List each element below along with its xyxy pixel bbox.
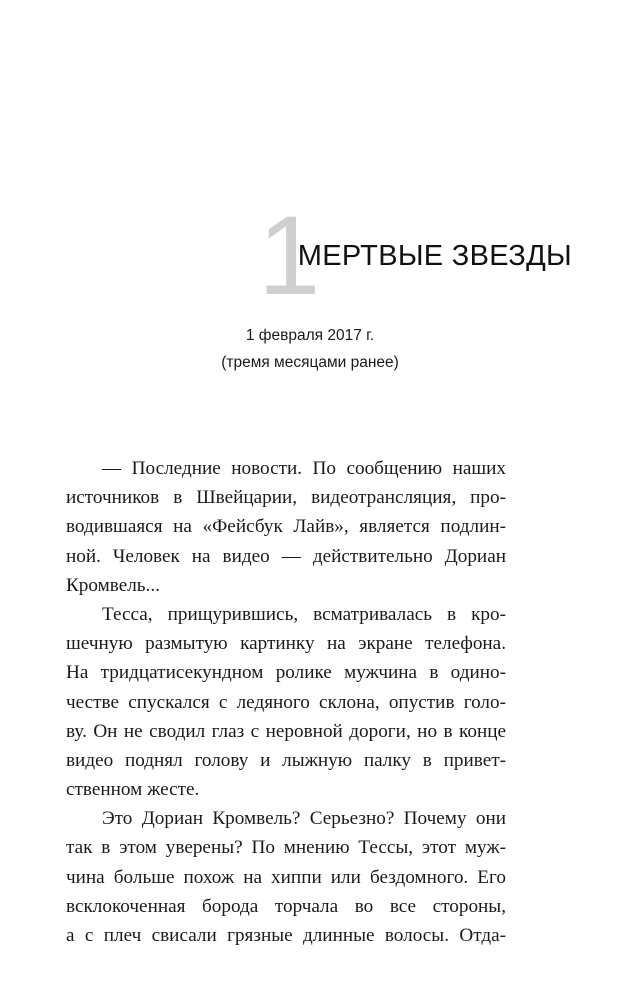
text-line: Кромвель... — [66, 574, 160, 596]
text-line: ной. Человек на видео — действительно Дориан — [66, 545, 506, 567]
dateline-note: (тремя месяцами ранее) — [221, 354, 399, 371]
text-line: источников в Швейцарии, видеотрансляция, про- — [66, 487, 506, 509]
text-line: водившаяся на «Фейсбук Лайв», является подлин- — [66, 516, 506, 538]
text-line: видео поднял голову и лыжную палку в привет- — [66, 749, 506, 771]
text-line: всклокоченная борода торчала во все стороны, — [66, 895, 506, 917]
chapter-title-text: МЕРТВЫЕ ЗВЕЗДЫ — [297, 240, 572, 272]
text-line: чина больше похож на хиппи или бездомного. Его — [66, 866, 506, 888]
text-line: Это Дориан Кромвель? Серьезно? Почему они — [102, 808, 506, 830]
text-line: шечную размытую картинку на экране телефона. — [66, 633, 506, 655]
text-line: На тридцатисекундном ролике мужчина в одино- — [66, 662, 506, 684]
text-line: а с плеч свисали грязные длинные волосы. Отда- — [66, 925, 506, 946]
text-line: честве спускался с ледяного склона, опустив голо- — [66, 691, 506, 713]
dateline-date: 1 февраля 2017 г. — [245, 327, 375, 344]
text-line: — Последние новости. По сообщению наших — [102, 458, 506, 479]
chapter-title — [0, 240, 572, 273]
text-line: ственном жесте. — [66, 779, 200, 801]
dateline — [0, 322, 620, 376]
chapter-number: 1 — [258, 193, 321, 318]
text-line: ву. Он не сводил глаз с неровной дороги, но в конце — [66, 720, 506, 742]
body-text — [66, 454, 506, 950]
text-line: так в этом уверены? По мнению Тессы, этот муж- — [66, 837, 506, 859]
text-line: Тесса, прищурившись, всматривалась в кро- — [102, 603, 506, 625]
